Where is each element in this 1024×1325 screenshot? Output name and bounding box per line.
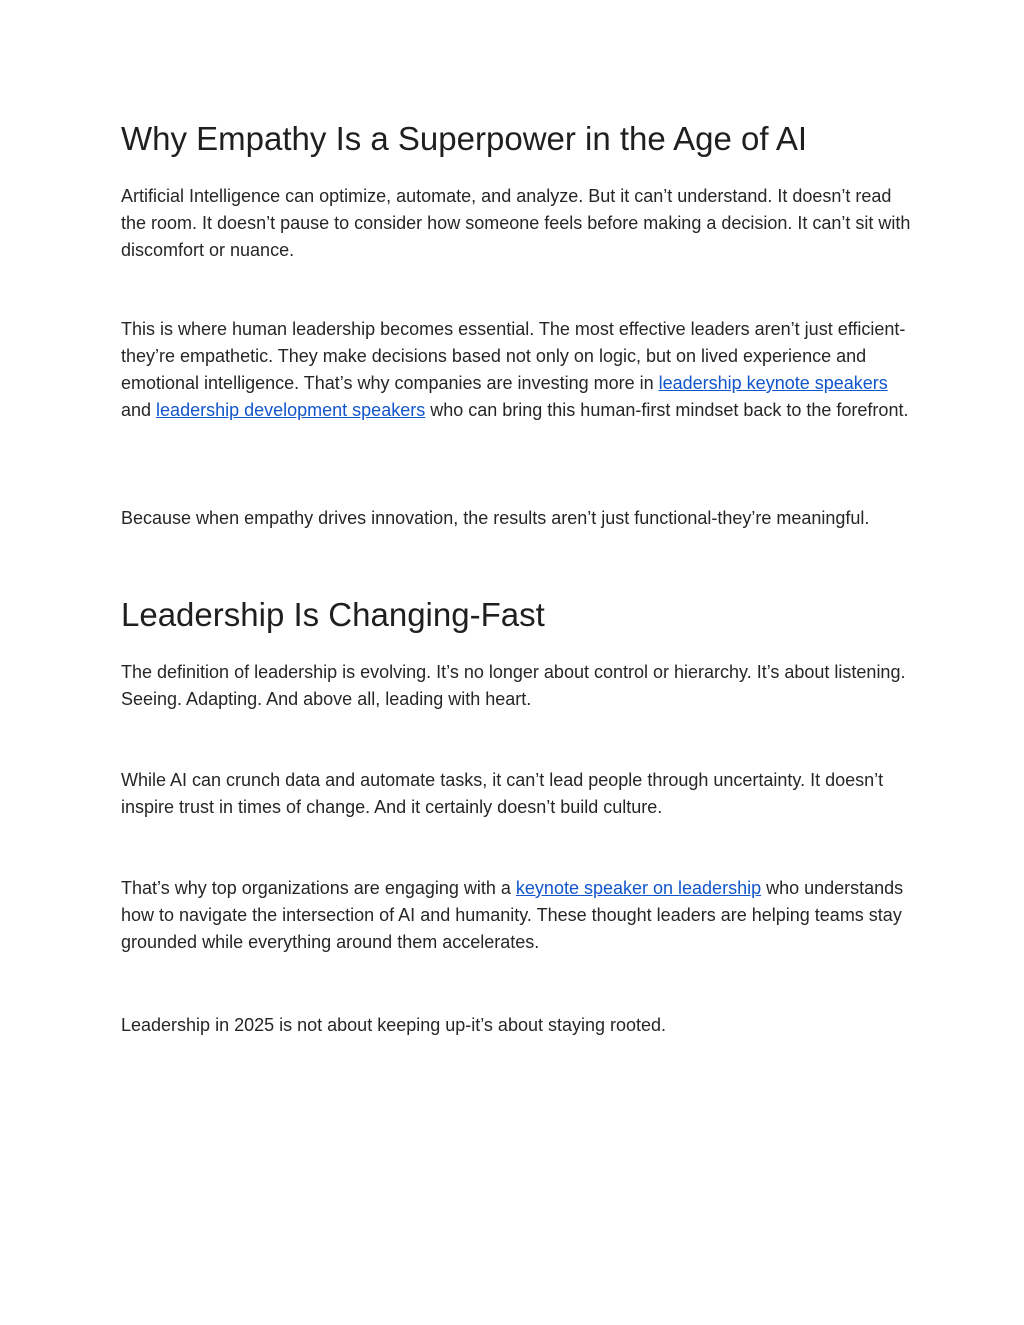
paragraph-top-organizations bbox=[121, 875, 911, 956]
link-leadership-keynote-speakers[interactable]: leadership keynote speakers bbox=[658, 373, 888, 393]
paragraph-leadership-2025: Leadership in 2025 is not about keeping up-it’s about staying rooted. bbox=[121, 1015, 667, 1035]
paragraph-text: who understands how to navigate the intersection of AI and humanity. These thought leaders are helping teams stay grounded while everything around them accelerates. bbox=[121, 878, 904, 952]
paragraph-text: That’s why top organizations are engaging with a bbox=[121, 878, 516, 898]
paragraph-text: who can bring this human-first mindset back to the forefront. bbox=[425, 400, 909, 420]
paragraph-leadership-definition: The definition of leadership is evolving. It’s no longer about control or hierarchy. It’s about listening. Seeing. Adapting. And above all, leading with heart. bbox=[121, 662, 906, 709]
paragraph-human-leadership bbox=[121, 316, 911, 424]
paragraph-text: and bbox=[121, 400, 157, 420]
section-heading-empathy: Why Empathy Is a Superpower in the Age of AI bbox=[121, 120, 808, 157]
section-heading-leadership-changing: Leadership Is Changing-Fast bbox=[121, 596, 545, 633]
link-leadership-development-speakers[interactable]: leadership development speakers bbox=[156, 400, 426, 420]
paragraph-empathy-innovation: Because when empathy drives innovation, the results aren’t just functional-they’re meaningful. bbox=[121, 508, 870, 528]
paragraph-text: This is where human leadership becomes essential. The most effective leaders aren’t just efficient-they’re empathetic. They make decisions based not only on logic, but on lived experience and emotional intelligence. That’s why companies are investing more in bbox=[121, 319, 906, 393]
paragraph-ai-limits: Artificial Intelligence can optimize, automate, and analyze. But it can’t understand. It doesn’t read the room. It doesn’t pause to consider how someone feels before making a decision. It can’t sit with discomfort or nuance. bbox=[121, 186, 911, 260]
paragraph-ai-cannot-lead: While AI can crunch data and automate tasks, it can’t lead people through uncertainty. It doesn’t inspire trust in times of change. And it certainly doesn’t build culture. bbox=[121, 770, 884, 817]
link-keynote-speaker-on-leadership[interactable]: keynote speaker on leadership bbox=[515, 878, 762, 898]
